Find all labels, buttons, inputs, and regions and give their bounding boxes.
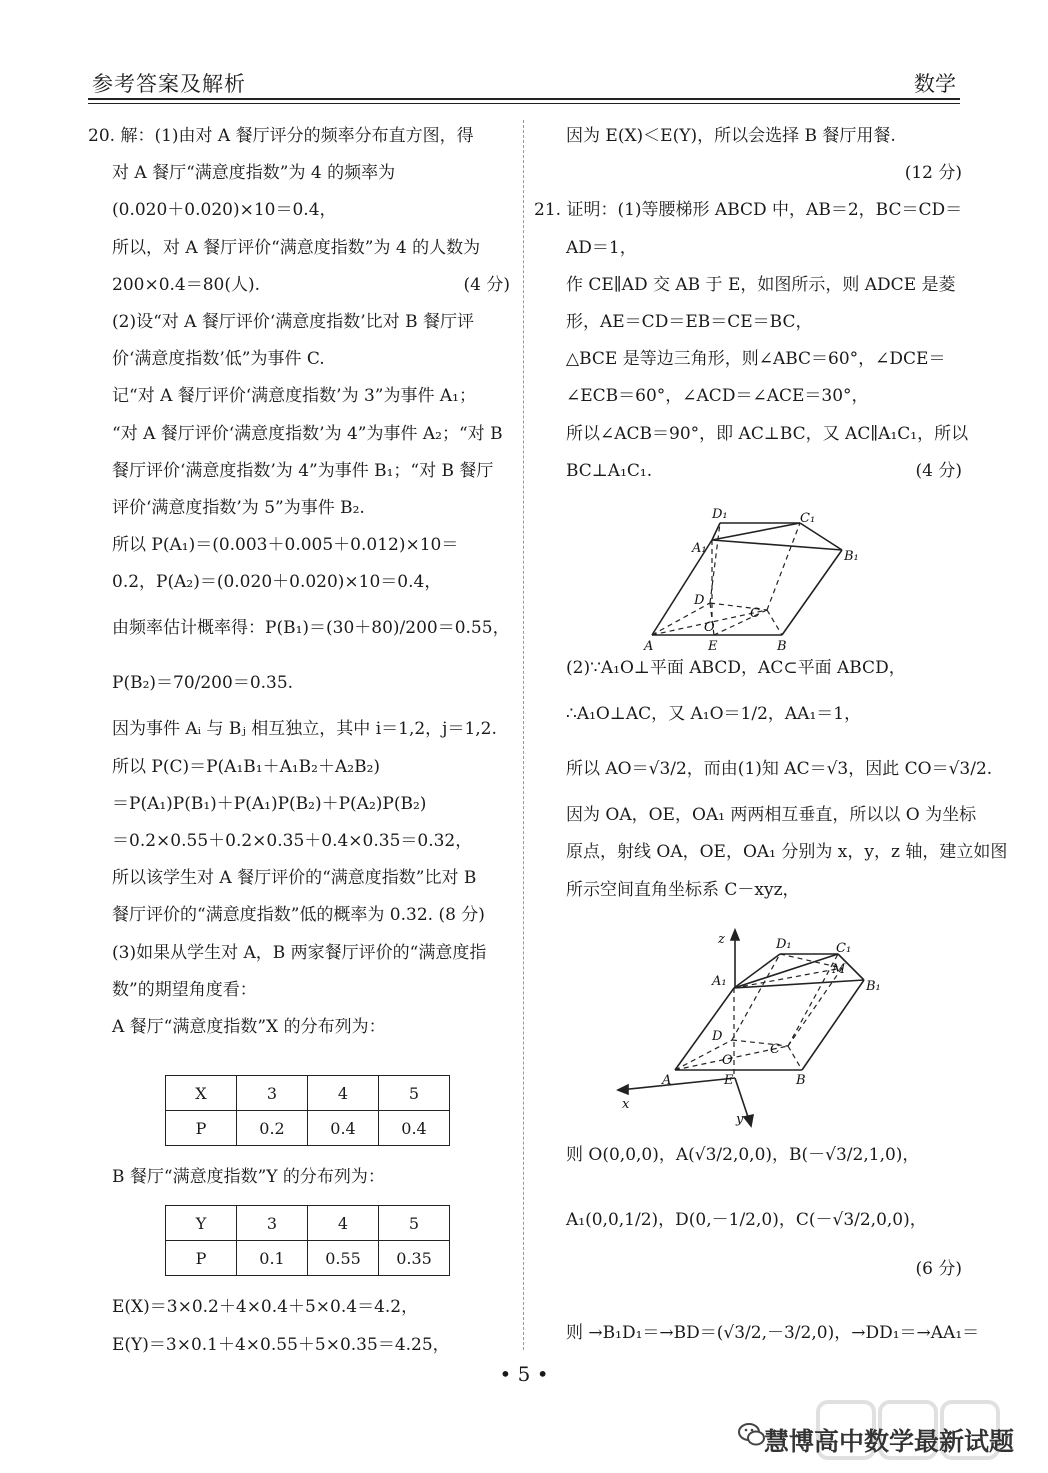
text-line: 作 CE∥AD 交 AB 于 E，如图所示，则 ADCE 是菱 xyxy=(566,274,956,295)
text-line: E(X)＝3×0.2＋4×0.4＋5×0.4＝4.2， xyxy=(112,1297,419,1317)
table-cell: Y xyxy=(166,1206,237,1241)
text-line: 因为 OA，OE，OA₁ 两两相互垂直，所以以 O 为坐标 xyxy=(566,805,977,826)
table-cell: 0.1 xyxy=(237,1241,308,1276)
vertex-label: D₁ xyxy=(776,937,792,952)
text-line: ＝P(A₁)P(B₁)＋P(A₁)P(B₂)＋P(A₂)P(B₂) xyxy=(112,793,427,814)
score-label: (4 分) xyxy=(463,274,510,295)
table-cell: 4 xyxy=(308,1076,379,1111)
table-cell: 5 xyxy=(379,1076,450,1111)
table-row xyxy=(166,1206,450,1241)
text-line xyxy=(88,267,510,304)
text-line: 则 O(0,0,0)，A(√3/2,0,0)，B(－√3/2,1,0)， xyxy=(566,1145,920,1165)
right-column xyxy=(534,118,969,490)
score-label: (6 分) xyxy=(915,1259,962,1279)
vertex-label: O xyxy=(722,1053,733,1068)
header-left: 参考答案及解析 xyxy=(92,72,246,96)
distribution-table-a xyxy=(165,1075,450,1146)
text-line: “对 A 餐厅评价‘满意度指数’为 4”为事件 A₂；“对 B xyxy=(112,423,503,444)
left-column xyxy=(88,118,510,1046)
text-line: 数”的期望角度看： xyxy=(112,979,257,1000)
text-line: (2)∵A₁O⊥平面 ABCD，AC⊂平面 ABCD， xyxy=(566,658,906,678)
text-line: E(Y)＝3×0.1＋4×0.55＋5×0.35＝4.25， xyxy=(112,1335,450,1355)
text-line: 原点，射线 OA，OE，OA₁ 分别为 x，y，z 轴，建立如图 xyxy=(566,842,1008,863)
vertex-label: O xyxy=(704,620,715,635)
text-line: 形，AE＝CD＝EB＝CE＝BC， xyxy=(566,311,813,332)
text-line: 由频率估计概率得：P(B₁)＝(30＋80)/200＝0.55， xyxy=(112,618,510,639)
text-line: 所以 AO＝√3/2，而由(1)知 AC＝√3，因此 CO＝√3/2. xyxy=(566,759,993,780)
vertex-label: C xyxy=(750,606,760,621)
text-line: 21. 证明：(1)等腰梯形 ABCD 中，AB＝2，BC＝CD＝ xyxy=(534,200,963,221)
text-line: (2)设“对 A 餐厅评价‘满意度指数’比对 B 餐厅评 xyxy=(112,311,474,332)
table-cell: 0.2 xyxy=(237,1111,308,1146)
text-line: 所以 P(A₁)＝(0.003＋0.005＋0.012)×10＝ xyxy=(112,535,459,556)
vertex-label: D xyxy=(712,1029,723,1044)
vertex-label: B₁ xyxy=(866,979,881,994)
text-line: 0.2，P(A₂)＝(0.020＋0.020)×10＝0.4， xyxy=(112,572,442,593)
text-line: 所以，对 A 餐厅评价“满意度指数”为 4 的人数为 xyxy=(112,237,481,258)
text-line: 价‘满意度指数’低”为事件 C. xyxy=(112,349,325,370)
text-line: 记“对 A 餐厅评价‘满意度指数’为 3”为事件 A₁； xyxy=(112,386,476,407)
text-line: △BCE 是等边三角形，则∠ABC＝60°，∠DCE＝ xyxy=(566,349,946,370)
column-divider xyxy=(523,120,524,1350)
vertex-label: E xyxy=(724,1073,734,1088)
text-line: P(B₂)＝70/200＝0.35. xyxy=(112,673,294,694)
distribution-table-b xyxy=(165,1205,450,1276)
table-cell: 4 xyxy=(308,1206,379,1241)
prism-figure-2 xyxy=(610,928,900,1128)
table-cell: 0.55 xyxy=(308,1241,379,1276)
vertex-label: M xyxy=(832,962,846,977)
table-cell: 3 xyxy=(237,1076,308,1111)
header-rule xyxy=(88,98,960,100)
table-cell: 0.4 xyxy=(379,1111,450,1146)
text-line: 所以∠ACB＝90°，即 AC⊥BC，又 AC∥A₁C₁，所以 xyxy=(566,423,969,444)
text-span: BC⊥A₁C₁. xyxy=(566,460,653,481)
text-line xyxy=(566,453,962,490)
table-cell: 0.35 xyxy=(379,1241,450,1276)
table-b-label: B 餐厅“满意度指数”Y 的分布列为： xyxy=(112,1167,385,1187)
footer-source-text: 慧博高中数学最新试题 xyxy=(763,1427,1014,1456)
text-line: 所示空间直角坐标系 C－xyz， xyxy=(566,879,800,900)
axis-label: y xyxy=(736,1112,744,1127)
text-line: (3)如果从学生对 A，B 两家餐厅评价的“满意度指 xyxy=(112,942,487,963)
text-line: 餐厅评价的“满意度指数”低的概率为 0.32. (8 分) xyxy=(112,905,485,926)
text-line: 则 →B₁D₁＝→BD＝(√3/2,－3/2,0)，→DD₁＝→AA₁＝ xyxy=(566,1323,980,1343)
table-cell: P xyxy=(166,1241,237,1276)
table-cell: X xyxy=(166,1076,237,1111)
table-cell: 5 xyxy=(379,1206,450,1241)
text-line: ∴A₁O⊥AC，又 A₁O＝1/2，AA₁＝1， xyxy=(566,704,862,725)
vertex-label: D xyxy=(694,593,705,608)
text-line: ∠ECB＝60°，∠ACD＝∠ACE＝30°， xyxy=(566,386,869,407)
text-line: 20. 解：(1)由对 A 餐厅评分的频率分布直方图，得 xyxy=(88,126,474,146)
table-row xyxy=(166,1111,450,1146)
table-cell: P xyxy=(166,1111,237,1146)
vertex-label: C₁ xyxy=(800,511,816,526)
text-line: 评价‘满意度指数’为 5”为事件 B₂. xyxy=(112,497,365,518)
page-number: • 5 • xyxy=(499,1362,549,1386)
text-line: 因为事件 Aᵢ 与 Bⱼ 相互独立，其中 i＝1,2，j＝1,2. xyxy=(112,719,497,740)
vertex-label: A xyxy=(644,639,654,654)
score-label: (12 分) xyxy=(904,163,962,184)
wechat-icon xyxy=(737,1420,767,1450)
vertex-label: D₁ xyxy=(712,507,728,522)
text-line: 因为 E(X)＜E(Y)，所以会选择 B 餐厅用餐. xyxy=(566,126,896,146)
text-span: 200×0.4＝80(人). xyxy=(112,274,261,295)
text-line: A 餐厅“满意度指数”X 的分布列为： xyxy=(112,1016,386,1037)
text-line: A₁(0,0,1/2)，D(0,－1/2,0)，C(－√3/2,0,0)， xyxy=(566,1210,927,1230)
text-line: ＝0.2×0.55＋0.2×0.35＋0.4×0.35＝0.32， xyxy=(112,831,473,851)
text-line: 对 A 餐厅“满意度指数”为 4 的频率为 xyxy=(112,163,396,184)
prism-figure-1 xyxy=(632,500,872,655)
table-row xyxy=(166,1076,450,1111)
vertex-label: B xyxy=(777,639,787,654)
axis-label: z xyxy=(718,932,725,947)
vertex-label: A₁ xyxy=(692,541,707,556)
vertex-label: C₁ xyxy=(836,941,852,956)
table-row xyxy=(166,1241,450,1276)
text-line: (0.020＋0.020)×10＝0.4， xyxy=(112,200,337,221)
vertex-label: C xyxy=(770,1042,780,1057)
header-right: 数学 xyxy=(914,72,956,96)
right-column-mid xyxy=(566,650,1008,909)
vertex-label: B xyxy=(796,1073,806,1088)
table-cell: 0.4 xyxy=(308,1111,379,1146)
axis-label: x xyxy=(622,1097,630,1112)
text-line: AD＝1， xyxy=(566,237,637,258)
vertex-label: B₁ xyxy=(844,549,859,564)
header-rule-thin xyxy=(88,103,960,104)
text-line: 所以该学生对 A 餐厅评价的“满意度指数”比对 B xyxy=(112,868,477,889)
vertex-label: A₁ xyxy=(712,974,727,989)
text-line: 所以 P(C)＝P(A₁B₁＋A₁B₂＋A₂B₂) xyxy=(112,756,381,777)
vertex-label: A xyxy=(662,1073,672,1088)
text-line: 餐厅评价‘满意度指数’为 4”为事件 B₁；“对 B 餐厅 xyxy=(112,460,494,481)
score-label: (4 分) xyxy=(915,460,962,481)
vertex-label: E xyxy=(708,639,718,654)
table-cell: 3 xyxy=(237,1206,308,1241)
